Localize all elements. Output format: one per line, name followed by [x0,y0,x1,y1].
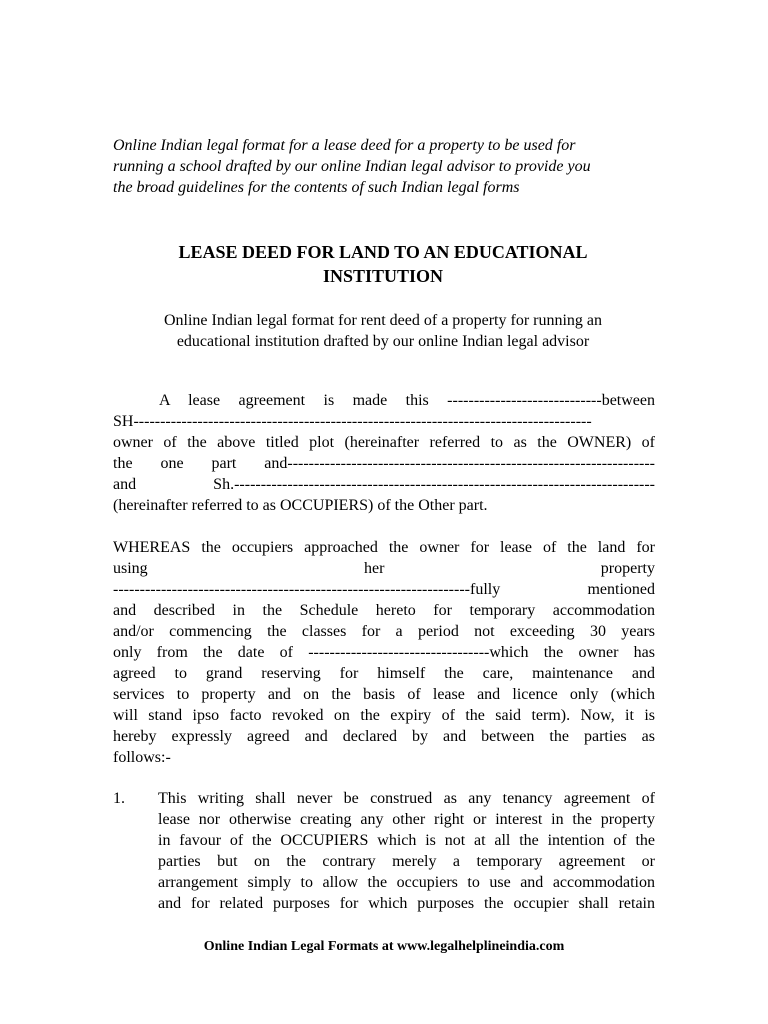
intro-line: Online Indian legal format for a lease deed for a property to be used for [113,137,576,154]
clause-line: in favour of the OCCUPIERS which is not at all the intention of the [158,832,655,849]
clause-body [158,788,655,914]
clause-line: lease nor otherwise creating any other right or interest in the property [158,811,655,828]
document-title [113,240,653,288]
paragraph-line: WHEREAS the occupiers approached the owner for lease of the land for [113,539,655,556]
page-footer: Online Indian Legal Formats at www.legalhelplineindia.com [203,939,565,954]
title-line: LEASE DEED FOR LAND TO AN EDUCATIONAL [178,242,588,262]
paragraph-line: services to property and on the basis of lease and licence only (which [113,686,655,703]
paragraph-line: and described in the Schedule hereto for temporary accommodation [113,602,655,619]
clause-line: parties but on the contrary merely a temporary agreement or [158,853,655,870]
clause-line: This writing shall never be construed as any tenancy agreement of [158,790,655,807]
clause-line: arrangement simply to allow the occupiers to use and accommodation [158,874,655,891]
paragraph-line: and Sh.------------------------------------------------------------------------------- [113,476,655,493]
subtitle-line: educational institution drafted by our online Indian legal advisor [176,333,590,350]
parties-paragraph [113,390,655,516]
paragraph-line: -------------------------------------------------------------------fully mentioned [113,581,655,598]
paragraph-line: only from the date of ----------------------------------which the owner has [113,644,655,661]
paragraph-line: agreed to grand reserving for himself the care, maintenance and [113,665,655,682]
paragraph-line: (hereinafter referred to as OCCUPIERS) of the Other part. [113,497,488,514]
paragraph-line: will stand ipso facto revoked on the expiry of the said term). Now, it is [113,707,655,724]
subtitle-line: Online Indian legal format for rent deed of a property for running an [163,312,603,329]
paragraph-line: follows:- [113,749,171,766]
paragraph-line: owner of the above titled plot (hereinafter referred to as the OWNER) of [113,434,655,451]
paragraph-line: SH-------------------------------------------------------------------------------------- [113,413,592,430]
paragraph-line: and/or commencing the classes for a period not exceeding 30 years [113,623,655,640]
intro-line: running a school drafted by our online Indian legal advisor to provide you [113,158,591,175]
intro-line: the broad guidelines for the contents of such Indian legal forms [113,179,520,196]
paragraph-line: hereby expressly agreed and declared by and between the parties as [113,728,655,745]
whereas-paragraph [113,537,655,768]
clause-number: 1. [113,790,125,807]
paragraph-line: the one part and--------------------------------------------------------------------- [113,455,655,472]
clause-line: and for related purposes for which purposes the occupier shall retain [158,895,655,912]
title-line: INSTITUTION [322,266,444,286]
document-subtitle [113,310,653,352]
intro-text [113,135,658,198]
paragraph-line: A lease agreement is made this -----------------------------between [159,392,655,409]
paragraph-line: using her property [113,560,655,577]
